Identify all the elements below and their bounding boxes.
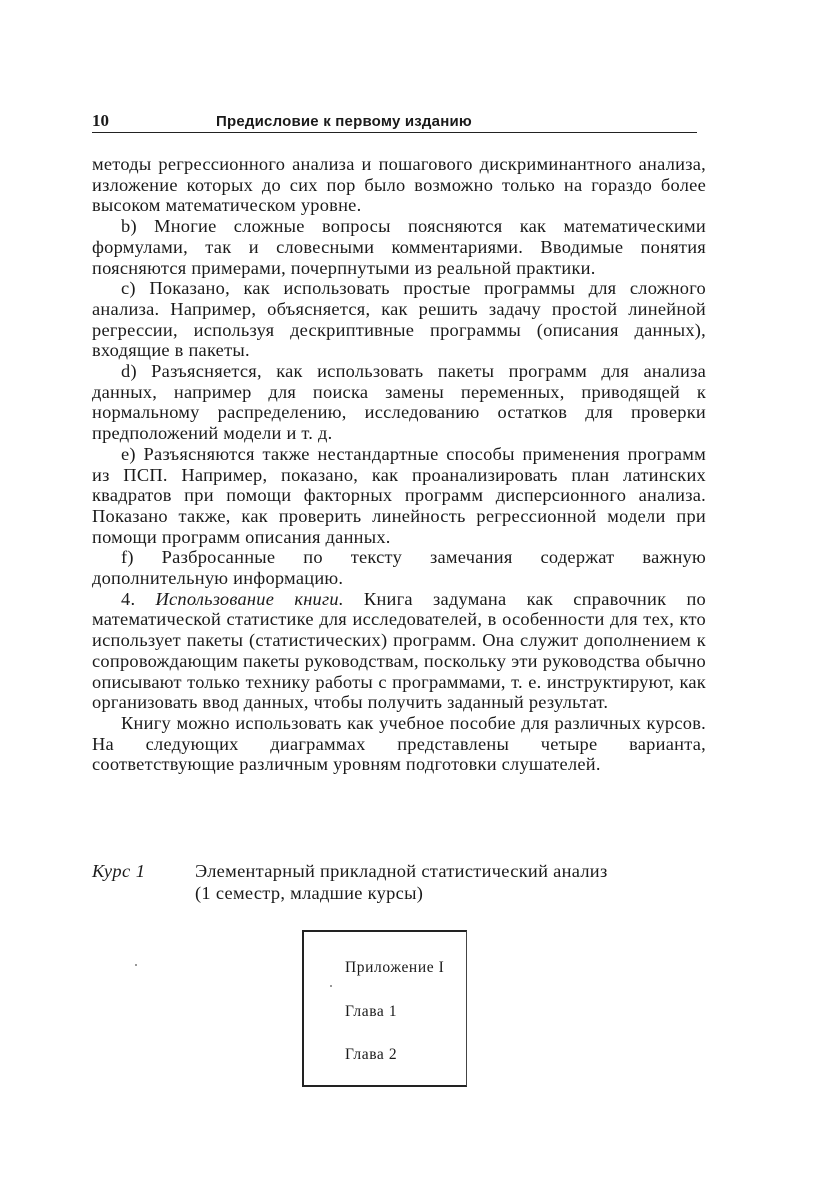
paragraph-continuation: методы регрессионного анализа и пошагового дискриминантного анализа, изложение которых до сих пор было возможно только на гораздо более высоком математическом уровне. [92,154,706,216]
running-header [92,108,697,133]
paragraph-b: b) Многие сложные вопросы поясняются как математическими формулами, так и словесными комментариями. Вводимые понятия поясняются примерами, почерпнутыми из реальной практики. [92,216,706,278]
course-label: Курс 1 [92,861,146,881]
print-speck [135,964,137,966]
course-diagram [302,930,467,1087]
diagram-item-chapter-1: Глава 1 [345,1003,398,1020]
paragraph-f: f) Разбросанные по тексту замечания содержат важную дополнительную информацию. [92,547,706,589]
running-title: Предисловие к первому изданию [216,113,472,130]
section-heading: Использование книги. [155,588,344,609]
diagram-item-appendix: Приложение I [345,959,445,976]
course-subtitle: (1 семестр, младшие курсы) [195,883,424,903]
diagram-item-chapter-2: Глава 2 [345,1046,398,1063]
paragraph-c: c) Показано, как использовать простые программы для сложного анализа. Например, объясняется, как решить задачу простой линейной регрессии, используя дескриптивные программы (описания данных), входящие в пакеты. [92,278,706,361]
paragraph-courses-intro: Книгу можно использовать как учебное пособие для различных курсов. На следующих диаграммах представлены четыре варианта, соответствующие различным уровням подготовки слушателей. [92,712,706,775]
section-number: 4. [121,588,136,609]
page-number: 10 [92,111,109,130]
course-description: Элементарный прикладной статистический анализ [195,861,608,881]
paragraph-e: e) Разъясняются также нестандартные способы применения программ из ПСП. Например, показано, как проанализировать план латинских квадратов при помощи факторных программ дисперсионного анализа. Показано также, как проверить линейность регрессионной модели при помощи программ описания данных. [92,443,706,547]
section-text: Книга задумана как справочник по математической статистике для исследователей, в особенности для тех, кто использует пакеты (статистических) программ. Она служит дополнением к сопровождающим пакеты руководствам, поскольку эти руководства обычно описывают только технику работы с программами, т. е. инструктируют, как организовать ввод данных, чтобы получить заданный результат. [92,588,706,713]
paragraph-section-4 [92,589,706,713]
paragraph-d: d) Разъясняется, как использовать пакеты программ для анализа данных, например для поиска замены переменных, приводящей к нормальному распределению, исследованию остатков для проверки предположений модели и т. д. [92,361,706,444]
body-text [92,154,706,775]
print-speck [330,985,332,987]
